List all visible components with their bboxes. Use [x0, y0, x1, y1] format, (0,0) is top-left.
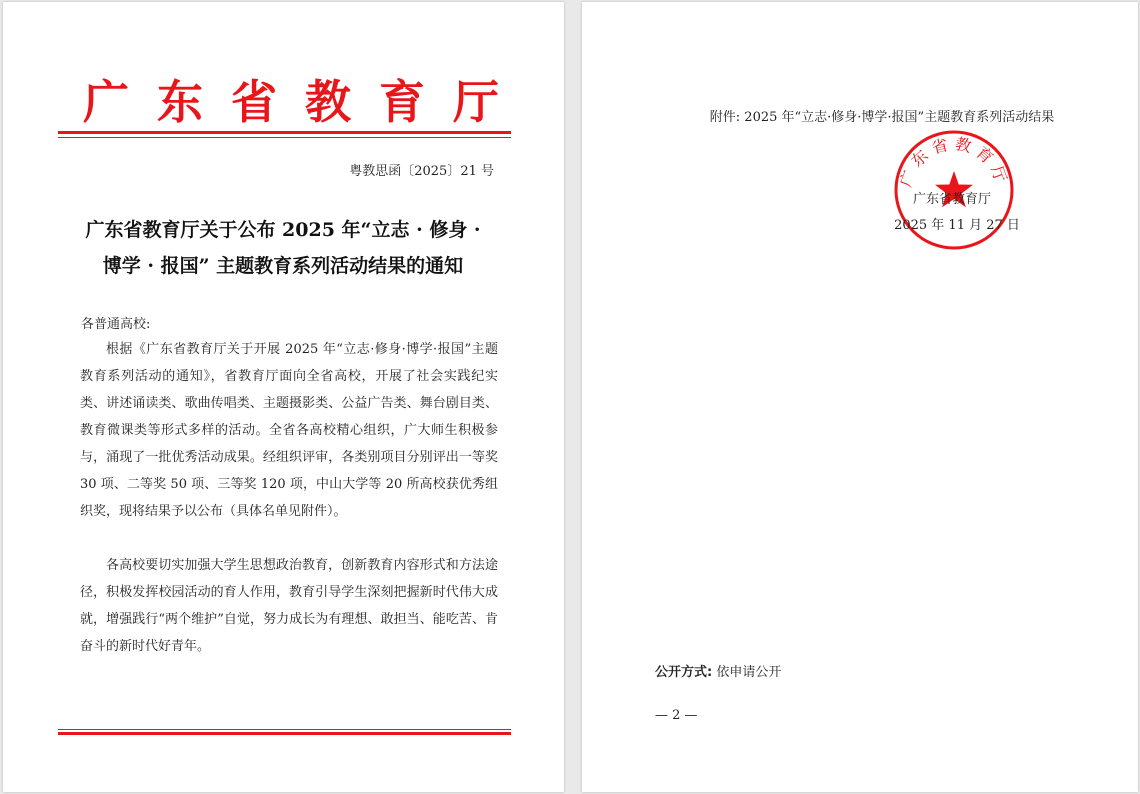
disclosure-value: 依申请公开 — [716, 665, 782, 680]
document-number: 粤教思函〔2025〕21 号 — [349, 164, 494, 179]
document-page-2 — [582, 2, 1138, 792]
attachment-line: 附件: 2025 年“立志·修身·博学·报国”主题教育系列活动结果 — [709, 110, 1055, 125]
signature-organization: 广东省教育厅 — [912, 192, 991, 207]
letterhead-rule-thin — [58, 137, 511, 138]
footer-rule-thin — [58, 729, 511, 730]
body-paragraph: 各高校要切实加强大学生思想政治教育，创新教育内容形式和方法途径，积极发挥校园活动的育人作用，教育引导学生深刻把握新时代伟大成就，增强践行“两个维护”自觉，努力成长为有理想、敢担当、能吃苦、肯奋斗的新时代好青年。 — [80, 558, 498, 654]
seal-text: 广东省教育厅 — [895, 133, 1013, 190]
footer-rule-thick — [58, 732, 511, 735]
page-number: — 2 — — [655, 708, 698, 723]
disclosure-line — [655, 661, 781, 680]
salutation: 各普通高校: — [81, 317, 151, 332]
body-paragraph: 根据《广东省教育厅关于开展 2025 年“立志·修身·博学·报国”主题教育系列活动的通知》，省教育厅面向全省高校，开展了社会实践纪实类、讲述诵读类、歌曲传唱类、主题摄影类、公益广告类、舞台剧目类、教育微课类等形式多样的活动。全省各高校精心组织，广大师生积极参与，涌现了一批优秀活动成果。经组织评审，各类别项目分别评出一等奖 30 项、二等奖 50 项、三等奖 120 项，中山大学等 20 所高校获优秀组织奖，现将结果予以公布（具体名单见附件）。 — [80, 342, 498, 519]
letterhead-rule-thick — [58, 131, 511, 134]
document-title-line: 博学 · 报国” 主题教育系列活动结果的通知 — [102, 255, 464, 277]
document-title-line: 广东省教育厅关于公布 2025 年“立志 · 修身 · — [85, 219, 481, 241]
disclosure-label: 公开方式: — [655, 665, 713, 680]
document-page-1 — [3, 2, 564, 792]
document-title — [63, 212, 503, 284]
letterhead-title: 广东省教育厅 — [83, 75, 527, 129]
signature-date: 2025 年 11 月 27 日 — [894, 218, 1020, 233]
